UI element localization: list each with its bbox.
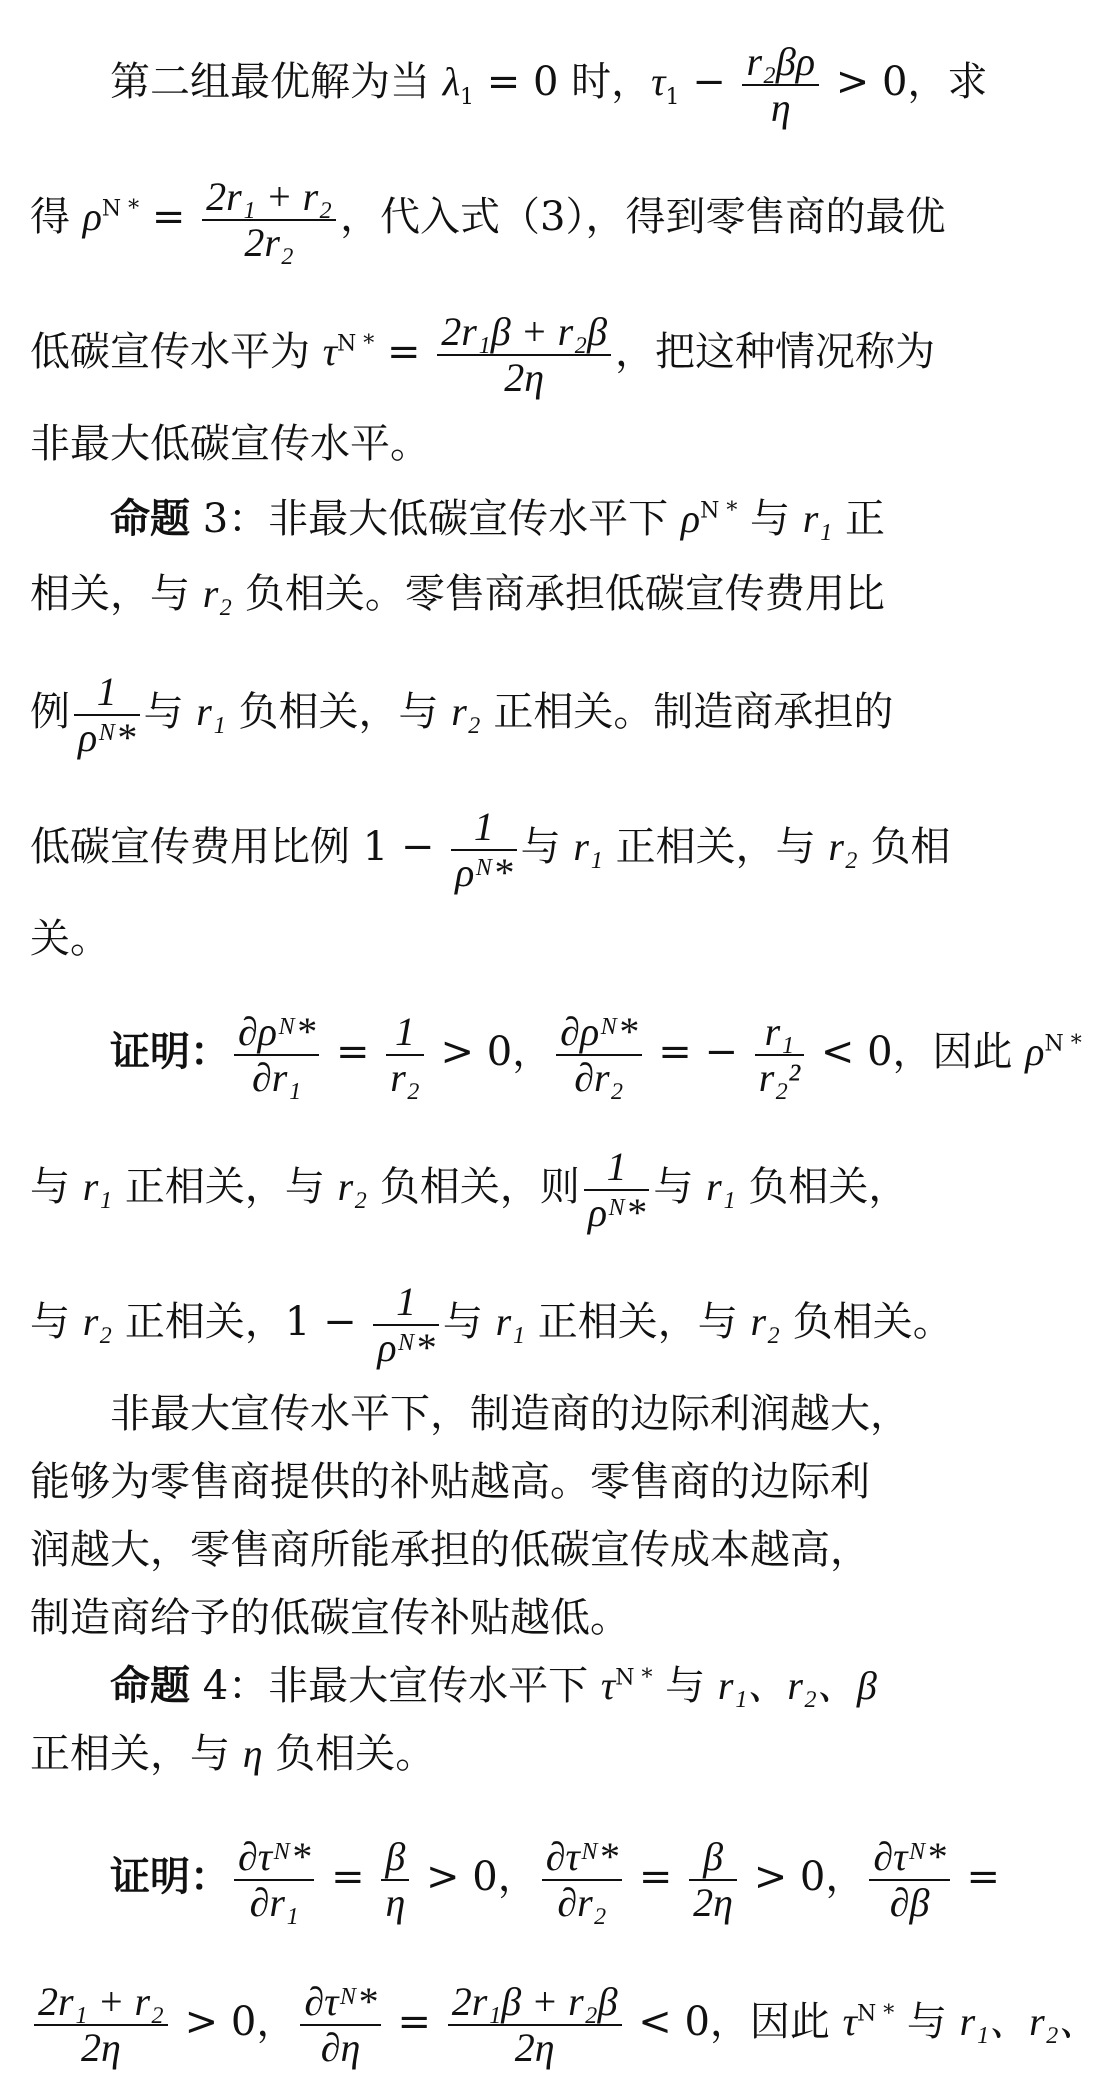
text: = — [139, 194, 199, 240]
r2-symbol: r₂ — [451, 689, 481, 734]
text-line — [30, 1730, 950, 1778]
text: > 0，求 — [823, 59, 988, 105]
text: 得 — [30, 194, 83, 240]
fraction — [448, 1980, 622, 2070]
fraction — [300, 1980, 380, 2070]
text: < 0，因此 — [808, 1029, 1026, 1075]
fraction-numerator: ∂τᴺ* — [234, 1835, 314, 1881]
tau-symbol: τ — [842, 1999, 857, 2044]
text-line — [110, 1009, 1082, 1100]
text: > 0， — [427, 1029, 553, 1075]
fraction-numerator: 1 — [386, 1010, 423, 1056]
rho-symbol: ρ — [82, 194, 102, 239]
text-line — [30, 1458, 950, 1506]
text: 正相关，与 — [602, 824, 829, 870]
tau-symbol: τ — [600, 1663, 616, 1708]
fraction-denominator: ρᴺ* — [587, 1190, 646, 1235]
fraction-numerator: 2r₁β + r₂β — [437, 310, 611, 356]
fraction — [386, 1010, 423, 1100]
text: 关。 — [30, 916, 110, 962]
fraction — [74, 670, 140, 760]
fraction-numerator: 2r₁ + r₂ — [34, 1980, 168, 2026]
fraction-numerator: ∂ρᴺ* — [556, 1010, 641, 1056]
fraction — [689, 1835, 737, 1925]
text: < 0，因此 — [625, 1999, 843, 2045]
r1-symbol: r₁ — [802, 496, 833, 541]
text: = — [323, 1029, 383, 1075]
superscript: N * — [1044, 1031, 1082, 1057]
text-line — [30, 1979, 1099, 2070]
text: 正相关，与 — [112, 1164, 338, 1210]
text: = 0 时， — [474, 59, 652, 105]
superscript: N * — [101, 196, 140, 222]
text: 负相关，与 — [225, 689, 452, 735]
fraction-denominator: 2η — [81, 2025, 121, 2070]
fraction — [584, 1145, 650, 1235]
superscript: N * — [700, 498, 738, 524]
text: 3：非最大低碳宣传水平下 — [190, 496, 681, 542]
r1-symbol: r₁ — [706, 1164, 736, 1209]
fraction-denominator: η — [770, 85, 791, 130]
fraction-denominator: η — [385, 1880, 406, 1925]
text: 负相 — [857, 824, 951, 870]
fraction — [373, 1280, 439, 1370]
fraction-numerator: 1 — [373, 1280, 439, 1326]
text-line — [30, 420, 950, 468]
fraction-numerator: ∂τᴺ* — [300, 1980, 380, 2026]
fraction-numerator: 1 — [451, 805, 517, 851]
tau-symbol: τ — [651, 59, 666, 104]
proposition-label: 命题 — [110, 496, 190, 542]
text: > 0， — [740, 1854, 866, 1900]
fraction-denominator: ∂β — [889, 1880, 930, 1925]
fraction-numerator: r₂βρ — [742, 40, 819, 86]
text: = — [384, 1999, 444, 2045]
fraction-denominator: ρᴺ* — [455, 850, 513, 895]
fraction-denominator: 2η — [504, 355, 545, 400]
fraction — [542, 1835, 622, 1925]
text: 负相关。 — [262, 1731, 436, 1777]
fraction-denominator: 2η — [693, 1880, 733, 1925]
text: 与 — [442, 1299, 496, 1345]
text: 与 — [143, 689, 197, 735]
lambda-symbol: λ — [442, 59, 461, 104]
text: 与 — [520, 824, 574, 870]
text: 相关，与 — [30, 571, 203, 617]
fraction-denominator: ∂η — [320, 2025, 361, 2070]
subscript: 1 — [665, 85, 680, 110]
text: 制造商给予的低碳宣传补贴越低。 — [30, 1595, 630, 1641]
superscript: N * — [337, 331, 375, 357]
variables: r₁、r₂、β — [717, 1663, 877, 1708]
text: 负相关，则 — [367, 1164, 580, 1210]
r1-symbol: r₁ — [573, 824, 603, 869]
proof-label: 证明： — [110, 1029, 230, 1075]
r2-symbol: r₂ — [750, 1299, 780, 1344]
fraction-numerator: ∂ρᴺ* — [234, 1010, 319, 1056]
text: = — [953, 1854, 1001, 1900]
text: 与 — [653, 1164, 707, 1210]
text: > 0， — [171, 1999, 297, 2045]
fraction-denominator: ρᴺ* — [78, 715, 136, 760]
fraction-denominator: ∂r₂ — [557, 1880, 607, 1925]
fraction-denominator: 2r₂ — [244, 220, 294, 265]
text: 负相关。零售商承担低碳宣传费用比 — [232, 571, 885, 617]
text: 低碳宣传水平为 — [30, 329, 323, 375]
fraction-numerator: ∂τᴺ* — [869, 1835, 949, 1881]
text: 负相关。 — [780, 1299, 953, 1345]
text: 润越大，零售商所能承担的低碳宣传成本越高， — [30, 1527, 870, 1573]
text-line — [30, 1594, 950, 1642]
text-line — [110, 39, 988, 130]
text-line — [110, 1390, 950, 1438]
variables: r₁、r₂、 — [959, 1999, 1099, 2044]
fraction-denominator: ρᴺ* — [377, 1325, 435, 1370]
fraction-denominator: r₂ — [390, 1055, 420, 1100]
text: 非最大低碳宣传水平。 — [30, 421, 430, 467]
rho-symbol: ρ — [1025, 1029, 1045, 1074]
fraction — [381, 1835, 409, 1925]
text: 与 — [894, 1999, 960, 2045]
text-line — [30, 1279, 953, 1370]
text: 第二组最优解为当 — [110, 59, 443, 105]
fraction-numerator: 1 — [74, 670, 140, 716]
fraction-numerator: ∂τᴺ* — [542, 1835, 622, 1881]
r1-symbol: r₁ — [82, 1164, 113, 1209]
fraction-numerator: β — [381, 1835, 409, 1881]
text: ，代入式（3），得到零售商的最优 — [340, 194, 946, 240]
r2-symbol: r₂ — [202, 571, 233, 616]
text: 与 — [652, 1663, 718, 1709]
fraction — [451, 805, 517, 895]
text-line — [110, 1662, 950, 1710]
r2-symbol: r₂ — [828, 824, 858, 869]
fraction — [234, 1010, 319, 1100]
proposition-label: 命题 — [110, 1663, 190, 1709]
fraction — [755, 1010, 804, 1100]
text-line — [30, 1145, 950, 1235]
text: 正相关，1 − — [112, 1299, 370, 1345]
fraction-numerator: 2r₁ + r₂ — [202, 175, 336, 221]
fraction-denominator: ∂r₂ — [574, 1055, 624, 1100]
text: 正相关，与 — [525, 1299, 751, 1345]
fraction — [202, 175, 336, 265]
text-line — [30, 570, 950, 618]
fraction-denominator: ∂r₁ — [252, 1055, 302, 1100]
fraction — [742, 40, 819, 130]
text: 与 — [737, 496, 803, 542]
fraction-numerator: β — [689, 1835, 737, 1881]
subscript: 1 — [460, 85, 475, 110]
text-line — [30, 1526, 950, 1574]
text-line — [30, 915, 950, 963]
text-line — [30, 175, 950, 265]
text-line — [30, 805, 950, 895]
eta-symbol: η — [242, 1731, 263, 1776]
fraction — [869, 1835, 949, 1925]
text: 能够为零售商提供的补贴越高。零售商的边际利 — [30, 1459, 870, 1505]
r1-symbol: r₁ — [196, 689, 226, 734]
text: 正相关。制造商承担的 — [480, 689, 894, 735]
text: 与 — [30, 1164, 83, 1210]
text: = — [626, 1854, 686, 1900]
fraction — [34, 1980, 168, 2070]
text: 与 — [30, 1299, 83, 1345]
text: 低碳宣传费用比例 1 − — [30, 824, 448, 870]
text: 4：非最大宣传水平下 — [190, 1663, 601, 1709]
text: ，把这种情况称为 — [615, 329, 936, 375]
fraction-denominator: ∂r₁ — [249, 1880, 299, 1925]
text-line — [110, 1834, 1001, 1925]
text-line — [30, 310, 950, 400]
text-line — [30, 670, 950, 760]
text: 正相关，与 — [30, 1731, 243, 1777]
rho-symbol: ρ — [680, 496, 701, 541]
fraction-denominator: 2η — [514, 2025, 555, 2070]
text: = — [318, 1854, 378, 1900]
fraction-numerator: 2r₁β + r₂β — [448, 1980, 622, 2026]
tau-symbol: τ — [322, 329, 338, 374]
text: 正 — [832, 496, 885, 542]
superscript: N * — [615, 1665, 653, 1691]
text-line — [110, 495, 950, 543]
fraction — [556, 1010, 641, 1100]
r2-symbol: r₂ — [337, 1164, 368, 1209]
text: > 0， — [413, 1854, 538, 1900]
r1-symbol: r₁ — [495, 1299, 526, 1344]
text: 非最大宣传水平下，制造商的边际利润越大， — [110, 1391, 910, 1437]
text: = — [374, 329, 434, 375]
fraction — [234, 1835, 314, 1925]
fraction-numerator: 1 — [584, 1145, 650, 1191]
fraction-numerator: r₁ — [755, 1010, 804, 1056]
superscript: N * — [856, 2001, 895, 2027]
text: = − — [645, 1029, 751, 1075]
text: 例 — [30, 689, 70, 735]
text: − — [679, 59, 739, 105]
fraction-denominator: r₂² — [758, 1055, 801, 1100]
proof-label: 证明： — [110, 1854, 230, 1900]
r2-symbol: r₂ — [82, 1299, 113, 1344]
text: 负相关， — [735, 1164, 909, 1210]
fraction — [437, 310, 611, 400]
